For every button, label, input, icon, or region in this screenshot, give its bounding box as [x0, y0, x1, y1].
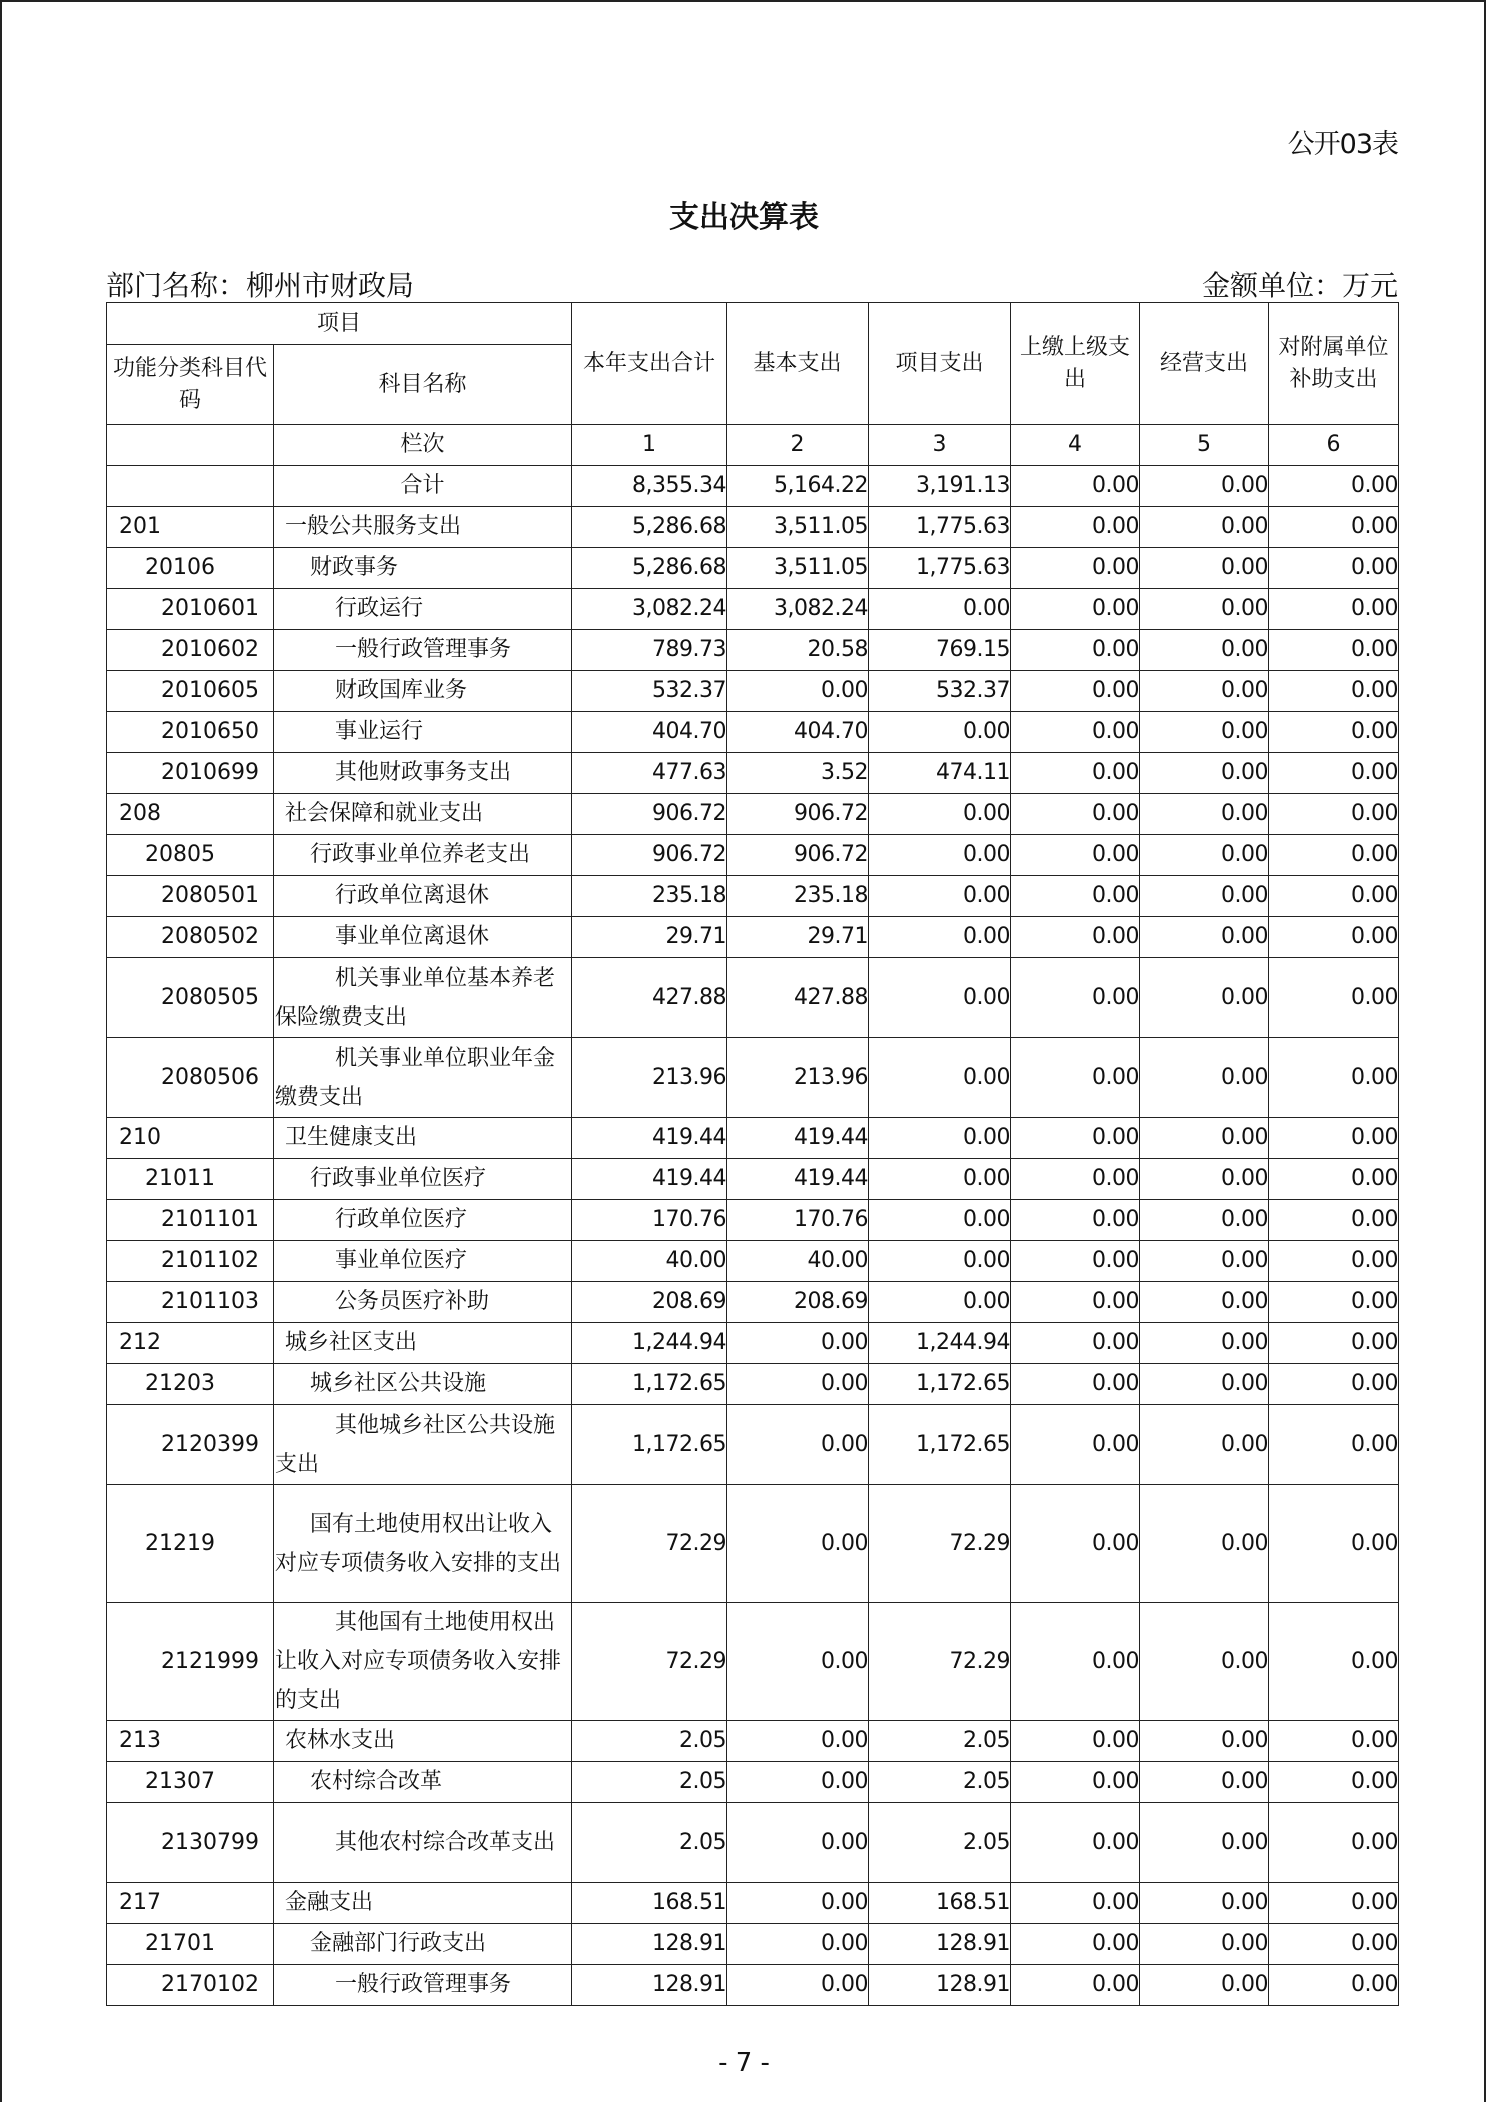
table-row	[107, 835, 1399, 876]
amount-cell: 235.18	[572, 876, 727, 917]
table-row	[107, 1603, 1399, 1721]
subject-name: 财政国库业务	[274, 671, 572, 712]
amount-cell: 0.00	[1011, 753, 1140, 794]
amount-cell: 0.00	[1269, 917, 1399, 958]
amount-cell: 0.00	[1140, 1118, 1269, 1159]
column-index: 5	[1140, 425, 1269, 466]
amount-cell: 0.00	[1011, 1118, 1140, 1159]
amount-cell: 0.00	[1140, 1965, 1269, 2006]
table-row	[107, 753, 1399, 794]
total-value: 5,164.22	[727, 466, 869, 507]
amount-cell: 0.00	[1011, 835, 1140, 876]
total-value: 3,191.13	[869, 466, 1011, 507]
amount-cell: 906.72	[727, 835, 869, 876]
subject-name: 行政单位医疗	[274, 1200, 572, 1241]
function-code: 2121999	[107, 1603, 274, 1721]
amount-cell: 2.05	[869, 1803, 1011, 1883]
amount-cell: 0.00	[869, 712, 1011, 753]
table-row	[107, 1803, 1399, 1883]
amount-cell: 0.00	[1011, 589, 1140, 630]
amount-cell: 427.88	[572, 958, 727, 1038]
amount-cell: 0.00	[1269, 1200, 1399, 1241]
table-row	[107, 507, 1399, 548]
amount-cell: 419.44	[572, 1159, 727, 1200]
amount-cell: 1,172.65	[572, 1364, 727, 1405]
header-col-total: 本年支出合计	[572, 303, 727, 425]
amount-cell: 29.71	[572, 917, 727, 958]
amount-cell: 0.00	[1140, 548, 1269, 589]
amount-cell: 168.51	[572, 1883, 727, 1924]
amount-cell: 128.91	[869, 1924, 1011, 1965]
amount-cell: 3,082.24	[727, 589, 869, 630]
total-value: 0.00	[1011, 466, 1140, 507]
amount-cell: 0.00	[727, 1762, 869, 1803]
subject-name: 城乡社区公共设施	[274, 1364, 572, 1405]
subject-name: 行政单位离退休	[274, 876, 572, 917]
amount-cell: 208.69	[572, 1282, 727, 1323]
amount-cell: 0.00	[1269, 630, 1399, 671]
amount-cell: 0.00	[727, 1323, 869, 1364]
amount-cell: 404.70	[727, 712, 869, 753]
function-code: 21307	[107, 1762, 274, 1803]
amount-cell: 0.00	[1269, 1159, 1399, 1200]
table-row	[107, 589, 1399, 630]
table-row	[107, 1241, 1399, 1282]
table-row	[107, 1200, 1399, 1241]
expenditure-table	[106, 302, 1399, 2006]
function-code: 21203	[107, 1364, 274, 1405]
subject-name: 农林水支出	[274, 1721, 572, 1762]
amount-cell: 0.00	[1140, 917, 1269, 958]
amount-cell: 0.00	[727, 1364, 869, 1405]
amount-cell: 0.00	[1011, 794, 1140, 835]
subject-name: 事业单位离退休	[274, 917, 572, 958]
amount-cell: 0.00	[869, 1241, 1011, 1282]
function-code: 208	[107, 794, 274, 835]
header-name: 科目名称	[274, 345, 572, 425]
amount-cell: 532.37	[572, 671, 727, 712]
amount-cell: 0.00	[1011, 876, 1140, 917]
amount-cell: 3,082.24	[572, 589, 727, 630]
amount-cell: 0.00	[1011, 671, 1140, 712]
amount-cell: 0.00	[1011, 1762, 1140, 1803]
function-code: 212	[107, 1323, 274, 1364]
amount-cell: 168.51	[869, 1883, 1011, 1924]
amount-cell: 0.00	[1140, 507, 1269, 548]
function-code: 2010605	[107, 671, 274, 712]
total-code-cell	[107, 466, 274, 507]
subject-name: 公务员医疗补助	[274, 1282, 572, 1323]
amount-cell: 0.00	[1140, 1323, 1269, 1364]
amount-cell: 0.00	[1011, 712, 1140, 753]
amount-cell: 477.63	[572, 753, 727, 794]
header-code: 功能分类科目代码	[107, 345, 274, 425]
amount-cell: 404.70	[572, 712, 727, 753]
amount-cell: 0.00	[727, 1485, 869, 1603]
amount-cell: 0.00	[727, 1603, 869, 1721]
subject-name: 一般行政管理事务	[274, 1965, 572, 2006]
amount-cell: 0.00	[869, 835, 1011, 876]
subject-name: 其他财政事务支出	[274, 753, 572, 794]
column-index: 2	[727, 425, 869, 466]
subject-name: 城乡社区支出	[274, 1323, 572, 1364]
amount-cell: 1,244.94	[572, 1323, 727, 1364]
amount-cell: 0.00	[1140, 1282, 1269, 1323]
amount-cell: 419.44	[727, 1159, 869, 1200]
amount-cell: 0.00	[1269, 1965, 1399, 2006]
amount-cell: 0.00	[1140, 1803, 1269, 1883]
function-code: 21011	[107, 1159, 274, 1200]
function-code: 2010699	[107, 753, 274, 794]
amount-cell: 0.00	[1011, 1200, 1140, 1241]
amount-cell: 0.00	[1011, 1924, 1140, 1965]
subject-name: 金融支出	[274, 1883, 572, 1924]
subject-name: 卫生健康支出	[274, 1118, 572, 1159]
amount-cell: 72.29	[572, 1603, 727, 1721]
amount-cell: 170.76	[727, 1200, 869, 1241]
amount-cell: 5,286.68	[572, 548, 727, 589]
header-col-basic: 基本支出	[727, 303, 869, 425]
amount-cell: 0.00	[869, 589, 1011, 630]
table-row	[107, 1323, 1399, 1364]
amount-cell: 0.00	[1011, 1485, 1140, 1603]
amount-cell: 0.00	[1269, 1762, 1399, 1803]
amount-cell: 0.00	[1011, 1159, 1140, 1200]
amount-cell: 0.00	[1140, 1364, 1269, 1405]
amount-cell: 906.72	[572, 794, 727, 835]
amount-cell: 0.00	[869, 876, 1011, 917]
amount-cell: 0.00	[1011, 1965, 1140, 2006]
amount-cell: 0.00	[1011, 630, 1140, 671]
table-row	[107, 1405, 1399, 1485]
amount-cell: 0.00	[1140, 1762, 1269, 1803]
subject-name: 行政事业单位医疗	[274, 1159, 572, 1200]
amount-cell: 0.00	[1269, 1924, 1399, 1965]
table-row	[107, 1883, 1399, 1924]
amount-cell: 0.00	[1140, 958, 1269, 1038]
amount-cell: 0.00	[1011, 1282, 1140, 1323]
amount-cell: 0.00	[1011, 958, 1140, 1038]
function-code: 2080506	[107, 1038, 274, 1118]
amount-cell: 0.00	[869, 958, 1011, 1038]
amount-cell: 40.00	[727, 1241, 869, 1282]
amount-cell: 789.73	[572, 630, 727, 671]
amount-cell: 0.00	[1140, 1721, 1269, 1762]
function-code: 210	[107, 1118, 274, 1159]
amount-cell: 0.00	[1140, 671, 1269, 712]
amount-cell: 128.91	[572, 1924, 727, 1965]
unit-label: 金额单位：万元	[1201, 269, 1398, 302]
amount-cell: 72.29	[869, 1603, 1011, 1721]
table-row	[107, 1721, 1399, 1762]
amount-cell: 0.00	[869, 917, 1011, 958]
amount-cell: 0.00	[1269, 507, 1399, 548]
amount-cell: 72.29	[869, 1485, 1011, 1603]
header-col-remit: 上缴上级支出	[1011, 303, 1140, 425]
function-code: 2101103	[107, 1282, 274, 1323]
amount-cell: 1,244.94	[869, 1323, 1011, 1364]
function-code: 21701	[107, 1924, 274, 1965]
subject-name: 农村综合改革	[274, 1762, 572, 1803]
function-code: 2101102	[107, 1241, 274, 1282]
amount-cell: 906.72	[572, 835, 727, 876]
header-col-business: 经营支出	[1140, 303, 1269, 425]
amount-cell: 128.91	[572, 1965, 727, 2006]
table-row	[107, 630, 1399, 671]
amount-cell: 0.00	[1269, 1485, 1399, 1603]
amount-cell: 0.00	[1269, 548, 1399, 589]
amount-cell: 0.00	[1011, 1364, 1140, 1405]
amount-cell: 0.00	[1269, 1364, 1399, 1405]
amount-cell: 0.00	[1140, 630, 1269, 671]
amount-cell: 0.00	[1269, 876, 1399, 917]
amount-cell: 0.00	[1269, 1603, 1399, 1721]
amount-cell: 0.00	[727, 1721, 869, 1762]
amount-cell: 0.00	[1140, 1200, 1269, 1241]
amount-cell: 0.00	[727, 1924, 869, 1965]
amount-cell: 0.00	[1011, 1405, 1140, 1485]
total-value: 0.00	[1269, 466, 1399, 507]
document-title: 支出决算表	[669, 200, 819, 235]
amount-cell: 0.00	[1269, 671, 1399, 712]
amount-cell: 0.00	[1140, 1038, 1269, 1118]
subject-name: 事业单位医疗	[274, 1241, 572, 1282]
amount-cell: 0.00	[1140, 876, 1269, 917]
amount-cell: 419.44	[727, 1118, 869, 1159]
amount-cell: 0.00	[1269, 753, 1399, 794]
amount-cell: 0.00	[869, 1159, 1011, 1200]
amount-cell: 208.69	[727, 1282, 869, 1323]
form-number: 公开03表	[1287, 129, 1398, 160]
amount-cell: 0.00	[1269, 1241, 1399, 1282]
amount-cell: 0.00	[869, 1038, 1011, 1118]
function-code: 21219	[107, 1485, 274, 1603]
subject-name: 机关事业单位职业年金缴费支出	[274, 1038, 572, 1118]
amount-cell: 40.00	[572, 1241, 727, 1282]
subject-name: 社会保障和就业支出	[274, 794, 572, 835]
table-row	[107, 794, 1399, 835]
amount-cell: 0.00	[1269, 1118, 1399, 1159]
function-code: 2120399	[107, 1405, 274, 1485]
amount-cell: 0.00	[1140, 1924, 1269, 1965]
amount-cell: 0.00	[1269, 835, 1399, 876]
amount-cell: 0.00	[869, 794, 1011, 835]
amount-cell: 29.71	[727, 917, 869, 958]
amount-cell: 2.05	[869, 1721, 1011, 1762]
function-code: 2170102	[107, 1965, 274, 2006]
page-number: - 7 -	[718, 2048, 770, 2078]
amount-cell: 2.05	[572, 1721, 727, 1762]
total-row	[107, 466, 1399, 507]
amount-cell: 0.00	[727, 1965, 869, 2006]
function-code: 2080502	[107, 917, 274, 958]
subject-name: 其他农村综合改革支出	[274, 1803, 572, 1883]
total-label: 合计	[274, 466, 572, 507]
function-code: 201	[107, 507, 274, 548]
header-col-subsidy: 对附属单位补助支出	[1269, 303, 1399, 425]
amount-cell: 0.00	[1140, 1159, 1269, 1200]
amount-cell: 72.29	[572, 1485, 727, 1603]
column-index: 1	[572, 425, 727, 466]
function-code: 2080501	[107, 876, 274, 917]
amount-cell: 0.00	[1140, 794, 1269, 835]
amount-cell: 2.05	[572, 1803, 727, 1883]
amount-cell: 906.72	[727, 794, 869, 835]
subject-name: 其他国有土地使用权出让收入对应专项债务收入安排的支出	[274, 1603, 572, 1721]
amount-cell: 0.00	[727, 671, 869, 712]
function-code: 20106	[107, 548, 274, 589]
amount-cell: 0.00	[1140, 1603, 1269, 1721]
amount-cell: 532.37	[869, 671, 1011, 712]
function-code: 217	[107, 1883, 274, 1924]
amount-cell: 3.52	[727, 753, 869, 794]
function-code: 2010602	[107, 630, 274, 671]
amount-cell: 427.88	[727, 958, 869, 1038]
amount-cell: 1,775.63	[869, 507, 1011, 548]
index-blank-cell	[107, 425, 274, 466]
amount-cell: 128.91	[869, 1965, 1011, 2006]
table-row	[107, 1159, 1399, 1200]
amount-cell: 0.00	[1269, 1803, 1399, 1883]
subject-name: 机关事业单位基本养老保险缴费支出	[274, 958, 572, 1038]
function-code: 213	[107, 1721, 274, 1762]
table-row	[107, 671, 1399, 712]
function-code: 2010601	[107, 589, 274, 630]
table-row	[107, 1364, 1399, 1405]
amount-cell: 0.00	[1269, 1883, 1399, 1924]
amount-cell: 474.11	[869, 753, 1011, 794]
amount-cell: 3,511.05	[727, 507, 869, 548]
table-row	[107, 1282, 1399, 1323]
amount-cell: 0.00	[1011, 1603, 1140, 1721]
table-row	[107, 1924, 1399, 1965]
function-code: 20805	[107, 835, 274, 876]
total-value: 0.00	[1140, 466, 1269, 507]
amount-cell: 0.00	[1269, 1038, 1399, 1118]
table-row	[107, 1118, 1399, 1159]
amount-cell: 0.00	[1269, 589, 1399, 630]
function-code: 2130799	[107, 1803, 274, 1883]
amount-cell: 2.05	[572, 1762, 727, 1803]
column-index: 3	[869, 425, 1011, 466]
amount-cell: 0.00	[1269, 1282, 1399, 1323]
amount-cell: 1,172.65	[869, 1405, 1011, 1485]
amount-cell: 0.00	[1140, 835, 1269, 876]
amount-cell: 769.15	[869, 630, 1011, 671]
subject-name: 国有土地使用权出让收入对应专项债务收入安排的支出	[274, 1485, 572, 1603]
amount-cell: 1,172.65	[869, 1364, 1011, 1405]
amount-cell: 1,172.65	[572, 1405, 727, 1485]
amount-cell: 0.00	[1140, 1405, 1269, 1485]
amount-cell: 0.00	[1011, 1323, 1140, 1364]
amount-cell: 0.00	[1140, 1241, 1269, 1282]
subject-name: 事业运行	[274, 712, 572, 753]
amount-cell: 170.76	[572, 1200, 727, 1241]
table-row	[107, 917, 1399, 958]
header-item-group: 项目	[107, 303, 572, 345]
column-index-label: 栏次	[274, 425, 572, 466]
amount-cell: 0.00	[869, 1200, 1011, 1241]
function-code: 2080505	[107, 958, 274, 1038]
amount-cell: 1,775.63	[869, 548, 1011, 589]
amount-cell: 0.00	[1140, 753, 1269, 794]
subject-name: 行政运行	[274, 589, 572, 630]
header-col-project: 项目支出	[869, 303, 1011, 425]
function-code: 2101101	[107, 1200, 274, 1241]
amount-cell: 0.00	[1140, 712, 1269, 753]
amount-cell: 0.00	[1140, 1883, 1269, 1924]
subject-name: 金融部门行政支出	[274, 1924, 572, 1965]
amount-cell: 3,511.05	[727, 548, 869, 589]
table-row	[107, 1485, 1399, 1603]
amount-cell: 0.00	[1140, 589, 1269, 630]
amount-cell: 0.00	[1011, 548, 1140, 589]
table-row	[107, 1965, 1399, 2006]
amount-cell: 0.00	[1011, 917, 1140, 958]
amount-cell: 0.00	[869, 1118, 1011, 1159]
amount-cell: 20.58	[727, 630, 869, 671]
table-row	[107, 958, 1399, 1038]
amount-cell: 5,286.68	[572, 507, 727, 548]
amount-cell: 0.00	[1269, 1721, 1399, 1762]
amount-cell: 0.00	[727, 1803, 869, 1883]
function-code: 2010650	[107, 712, 274, 753]
amount-cell: 0.00	[1011, 1721, 1140, 1762]
subject-name: 其他城乡社区公共设施支出	[274, 1405, 572, 1485]
table-row	[107, 1762, 1399, 1803]
amount-cell: 213.96	[727, 1038, 869, 1118]
amount-cell: 0.00	[1140, 1485, 1269, 1603]
amount-cell: 213.96	[572, 1038, 727, 1118]
amount-cell: 0.00	[1011, 507, 1140, 548]
amount-cell: 0.00	[1269, 958, 1399, 1038]
table-row	[107, 876, 1399, 917]
amount-cell: 235.18	[727, 876, 869, 917]
subject-name: 行政事业单位养老支出	[274, 835, 572, 876]
amount-cell: 0.00	[727, 1405, 869, 1485]
amount-cell: 419.44	[572, 1118, 727, 1159]
amount-cell: 0.00	[1269, 1323, 1399, 1364]
amount-cell: 0.00	[1011, 1883, 1140, 1924]
amount-cell: 0.00	[869, 1282, 1011, 1323]
amount-cell: 0.00	[1011, 1241, 1140, 1282]
table-row	[107, 712, 1399, 753]
amount-cell: 0.00	[727, 1883, 869, 1924]
subject-name: 一般公共服务支出	[274, 507, 572, 548]
subject-name: 财政事务	[274, 548, 572, 589]
total-value: 8,355.34	[572, 466, 727, 507]
amount-cell: 0.00	[1269, 1405, 1399, 1485]
amount-cell: 2.05	[869, 1762, 1011, 1803]
amount-cell: 0.00	[1269, 794, 1399, 835]
department-label: 部门名称：柳州市财政局	[106, 269, 415, 302]
column-index: 4	[1011, 425, 1140, 466]
table-row	[107, 548, 1399, 589]
amount-cell: 0.00	[1269, 712, 1399, 753]
table-row	[107, 1038, 1399, 1118]
subject-name: 一般行政管理事务	[274, 630, 572, 671]
amount-cell: 0.00	[1011, 1803, 1140, 1883]
column-index: 6	[1269, 425, 1399, 466]
amount-cell: 0.00	[1011, 1038, 1140, 1118]
